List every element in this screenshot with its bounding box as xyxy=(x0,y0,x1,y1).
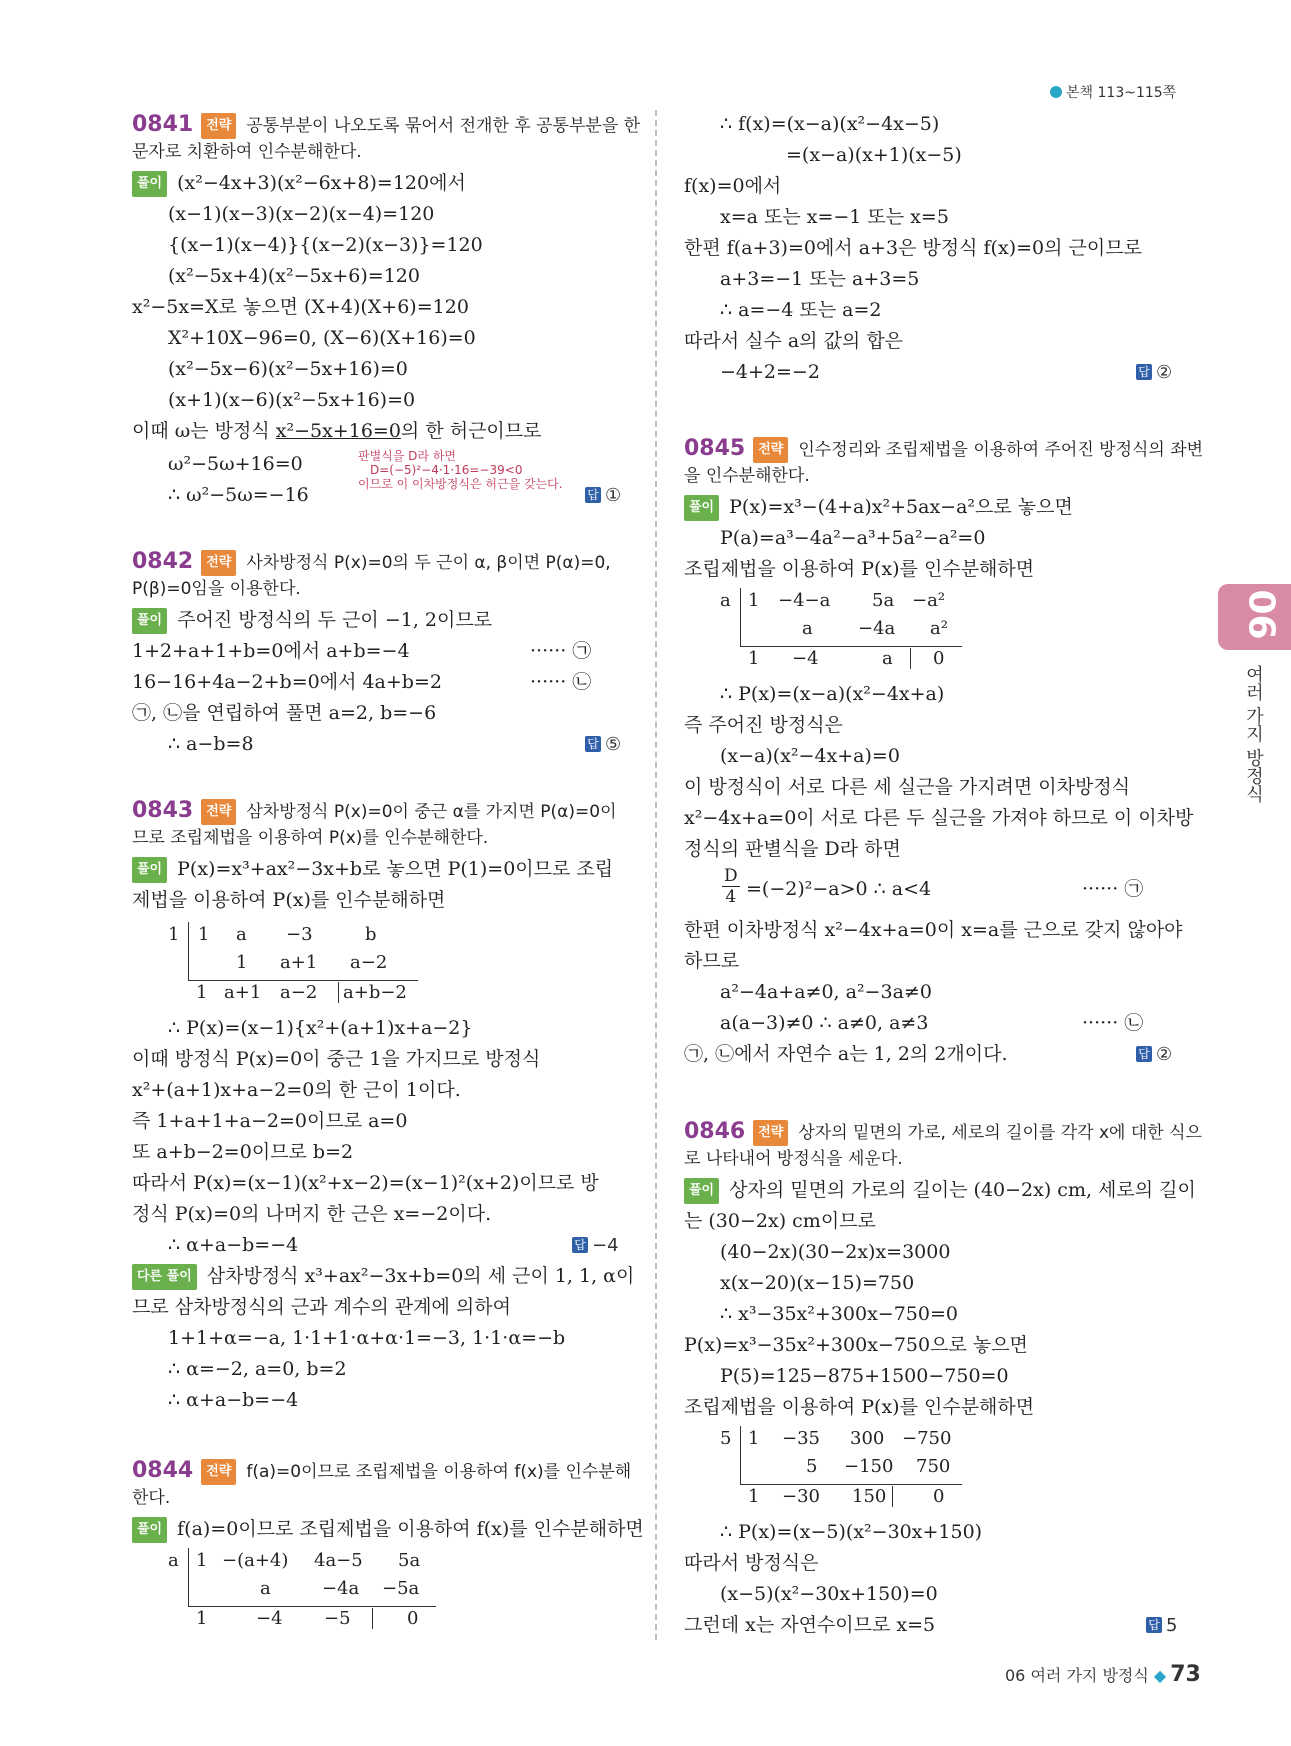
solution-line: (x−1)(x−3)(x−2)(x−4)=120 xyxy=(168,203,435,225)
solution-line: P(a)=a³−4a²−a³+5a²−a²=0 xyxy=(720,527,986,549)
reference-icon xyxy=(1050,86,1062,98)
solution-line: 이때 방정식 P(x)=0이 중근 1을 가지므로 방정식 xyxy=(132,1048,541,1070)
alt-solution-line: 다른 풀이 삼차방정식 x³+ax²−3x+b=0의 세 근이 1, 1, α이 xyxy=(132,1264,634,1290)
solution-line: 16−16+4a−2+b=0에서 4a+b=2 xyxy=(132,671,442,693)
solution-line: a²−4a+a≠0, a²−3a≠0 xyxy=(720,981,932,1003)
solution-line: 조립제법을 이용하여 P(x)를 인수분해하면 xyxy=(684,1396,1035,1418)
solution-line: 한편 f(a+3)=0에서 a+3은 방정식 f(x)=0의 근이므로 xyxy=(684,237,1142,259)
solution-line: =(x−a)(x+1)(x−5) xyxy=(786,144,962,166)
solution-line: x²−4x+a=0이 서로 다른 두 실근을 가져야 하므로 이 이차방 xyxy=(684,807,1194,829)
solution-line: 풀이 P(x)=x³+ax²−3x+b로 놓으면 P(1)=0이므로 조립 xyxy=(132,857,613,883)
solution-line: 이 방정식이 서로 다른 세 실근을 가지려면 이차방정식 xyxy=(684,776,1131,798)
solution-line: ∴ f(x)=(x−a)(x²−4x−5) xyxy=(720,113,940,135)
answer-0842: 답 ⑤ xyxy=(585,734,621,755)
solution-line: −4+2=−2 xyxy=(720,361,820,383)
marker: ······ ㉠ xyxy=(530,640,592,662)
marker: ······ ㉡ xyxy=(530,671,592,693)
solution-line: 그런데 x는 자연수이므로 x=5 xyxy=(684,1614,936,1636)
solution-line: ∴ P(x)=(x−a)(x²−4x+a) xyxy=(720,683,945,705)
answer-icon: 답 xyxy=(585,487,601,503)
solution-line: ∴ ω²−5ω=−16 xyxy=(168,484,309,506)
solution-line: (40−2x)(30−2x)x=3000 xyxy=(720,1241,951,1263)
answer-icon: 답 xyxy=(1146,1617,1162,1633)
solution-line: ∴ P(x)=(x−5)(x²−30x+150) xyxy=(720,1521,983,1543)
solution-line: 정식 P(x)=0의 나머지 한 근은 x=−2이다. xyxy=(132,1203,492,1225)
solution-line: ∴ P(x)=(x−1){x²+(a+1)x+a−2} xyxy=(168,1017,473,1039)
solution-line: x=a 또는 x=−1 또는 x=5 xyxy=(720,206,949,228)
chapter-side-title: 여러 가지 방정식 xyxy=(1243,665,1264,803)
solution-tag: 풀이 xyxy=(132,1517,167,1543)
answer-icon: 답 xyxy=(585,736,601,752)
diamond-icon: ◆ xyxy=(1153,1666,1167,1685)
solution-line: (x²−5x+4)(x²−5x+6)=120 xyxy=(168,265,420,287)
alt-solution-line: ∴ α+a−b=−4 xyxy=(168,1389,299,1411)
strategy-text: 로 나타내어 방정식을 세운다. xyxy=(684,1149,903,1169)
solution-line: (x²−5x−6)(x²−5x+16)=0 xyxy=(168,358,408,380)
solution-line: x²+(a+1)x+a−2=0의 한 근이 1이다. xyxy=(132,1079,461,1101)
solution-line: 정식의 판별식을 D라 하면 xyxy=(684,838,901,860)
solution-line: ∴ a=−4 또는 a=2 xyxy=(720,299,882,321)
solution-line: {(x−1)(x−4)}{(x−2)(x−3)}=120 xyxy=(168,234,483,256)
synthetic-division-0846: 5 1 −35 300 −750 5 −150 750 1 −30 150 0 xyxy=(712,1422,972,1508)
solution-line: 풀이 f(a)=0이므로 조립제법을 이용하여 f(x)를 인수분해하면 xyxy=(132,1517,644,1543)
solution-line: 풀이 P(x)=x³−(4+a)x²+5ax−a²으로 놓으면 xyxy=(684,495,1073,521)
solution-line: X²+10X−96=0, (X−6)(X+16)=0 xyxy=(168,327,476,349)
solution-line: 1+2+a+1+b=0에서 a+b=−4 xyxy=(132,640,410,662)
solution-line: f(x)=0에서 xyxy=(684,175,782,197)
solution-line: (x−5)(x²−30x+150)=0 xyxy=(720,1583,938,1605)
solution-line: ∴ a−b=8 xyxy=(168,733,254,755)
page-reference: 본책 113~115쪽 xyxy=(1050,82,1176,102)
solution-line: 한편 이차방정식 x²−4x+a=0이 x=a를 근으로 갖지 않아야 xyxy=(684,919,1183,941)
marker: ······ ㉠ xyxy=(1082,878,1144,900)
answer-icon: 답 xyxy=(572,1237,588,1253)
solution-line: ㉠, ㉡을 연립하여 풀면 a=2, b=−6 xyxy=(132,702,437,724)
strategy-text: 문자로 치환하여 인수분해한다. xyxy=(132,142,362,162)
synthetic-division-0843: 1 1 a −3 b 1 a+1 a−2 1 a+1 a−2 a+b−2 xyxy=(160,918,420,1004)
solution-line: 따라서 P(x)=(x−1)(x²+x−2)=(x−1)²(x+2)이므로 방 xyxy=(132,1172,599,1194)
solution-line: (x+1)(x−6)(x²−5x+16)=0 xyxy=(168,389,416,411)
solution-tag: 풀이 xyxy=(684,495,719,521)
solution-line: 따라서 방정식은 xyxy=(684,1552,819,1574)
synthetic-division-0844: a 1 −(a+4) 4a−5 5a a −4a −5a 1 −4 −5 0 xyxy=(160,1544,440,1630)
solution-line: x²−5x=X로 놓으면 (X+4)(X+6)=120 xyxy=(132,296,469,318)
strategy-text: 한다. xyxy=(132,1488,171,1508)
strategy-tag: 전략 xyxy=(201,799,236,825)
alt-solution-tag: 다른 풀이 xyxy=(132,1264,197,1290)
marker: ······ ㉡ xyxy=(1082,1012,1144,1034)
problem-0841-header: 0841 전략 공통부분이 나오도록 묶어서 전개한 후 공통부분을 한 xyxy=(132,112,641,137)
problem-0842-header: 0842 전략 사차방정식 P(x)=0의 두 근이 α, β이면 P(α)=0, xyxy=(132,549,611,574)
solution-tag: 풀이 xyxy=(132,857,167,883)
solution-line: ∴ α+a−b=−4 xyxy=(168,1234,299,1256)
solution-line: ㉠, ㉡에서 자연수 a는 1, 2의 2개이다. xyxy=(684,1043,1008,1065)
problem-0846-header: 0846 전략 상자의 밑면의 가로, 세로의 길이를 각각 x에 대한 식으 xyxy=(684,1119,1202,1144)
alt-solution-line: 1+1+α=−a, 1·1+1·α+α·1=−3, 1·1·α=−b xyxy=(168,1327,566,1349)
strategy-tag: 전략 xyxy=(753,1120,788,1146)
answer-0845: 답 ② xyxy=(1136,1044,1172,1065)
solution-line: 즉 1+a+1+a−2=0이므로 a=0 xyxy=(132,1110,408,1132)
solution-line: 제법을 이용하여 P(x)를 인수분해하면 xyxy=(132,889,446,911)
answer-icon: 답 xyxy=(1136,1046,1152,1062)
page-number: 73 xyxy=(1170,1662,1201,1687)
solution-line: ∴ x³−35x²+300x−750=0 xyxy=(720,1303,958,1325)
strategy-tag: 전략 xyxy=(201,550,236,576)
solution-line: 풀이 주어진 방정식의 두 근이 −1, 2이므로 xyxy=(132,608,492,634)
solution-line: P(5)=125−875+1500−750=0 xyxy=(720,1365,1009,1387)
solution-line: 또 a+b−2=0이므로 b=2 xyxy=(132,1141,354,1163)
problem-0843-header: 0843 전략 삼차방정식 P(x)=0이 중근 α를 가지면 P(α)=0이 xyxy=(132,798,617,823)
solution-line: 하므로 xyxy=(684,950,740,972)
strategy-tag: 전략 xyxy=(201,1459,236,1485)
strategy-text: 므로 조립제법을 이용하여 P(x)를 인수분해한다. xyxy=(132,828,489,848)
solution-line: 풀이 (x²−4x+3)(x²−6x+8)=120에서 xyxy=(132,171,466,197)
solution-line: ω²−5ω+16=0 xyxy=(168,453,303,475)
problem-0845-header: 0845 전략 인수정리와 조립제법을 이용하여 주어진 방정식의 좌변 xyxy=(684,436,1204,461)
strategy-tag: 전략 xyxy=(201,113,236,139)
solution-line: 는 (30−2x) cm이므로 xyxy=(684,1210,876,1232)
fraction-d-over-4: D 4 xyxy=(724,866,738,907)
solution-line: 조립제법을 이용하여 P(x)를 인수분해하면 xyxy=(684,558,1035,580)
answer-icon: 답 xyxy=(1136,364,1152,380)
solution-line: a(a−3)≠0 ∴ a≠0, a≠3 xyxy=(720,1012,929,1034)
strategy-tag: 전략 xyxy=(753,437,788,463)
answer-0841: 답 ① xyxy=(585,485,621,506)
solution-line: (x−a)(x²−4x+a)=0 xyxy=(720,745,900,767)
answer-0844: 답 ② xyxy=(1136,362,1172,383)
page-footer: 06 여러 가지 방정식 ◆ 73 xyxy=(1005,1662,1201,1687)
answer-0843: 답 −4 xyxy=(572,1235,619,1256)
synthetic-division-0845: a 1 −4−a 5a −a² a −4a a² 1 −4 a 0 xyxy=(712,584,972,670)
alt-solution-line: 므로 삼차방정식의 근과 계수의 관계에 의하여 xyxy=(132,1296,511,1318)
solution-line: 즉 주어진 방정식은 xyxy=(684,714,843,736)
chapter-tab: 06 xyxy=(1218,584,1291,650)
solution-tag: 풀이 xyxy=(132,171,167,197)
strategy-text: 을 인수분해한다. xyxy=(684,466,810,486)
column-divider xyxy=(655,110,657,1640)
solution-line: 따라서 실수 a의 값의 합은 xyxy=(684,330,904,352)
answer-0846: 답 5 xyxy=(1146,1615,1177,1636)
solution-line: x(x−20)(x−15)=750 xyxy=(720,1272,915,1294)
alt-solution-line: ∴ α=−2, a=0, b=2 xyxy=(168,1358,347,1380)
solution-line: a+3=−1 또는 a+3=5 xyxy=(720,268,920,290)
strategy-text: P(β)=0임을 이용한다. xyxy=(132,579,301,599)
solution-line: P(x)=x³−35x²+300x−750으로 놓으면 xyxy=(684,1334,1028,1356)
solution-line: =(−2)²−a>0 ∴ a<4 xyxy=(746,878,932,900)
solution-tag: 풀이 xyxy=(132,608,167,634)
solution-line: 풀이 상자의 밑면의 가로의 길이는 (40−2x) cm, 세로의 길이 xyxy=(684,1178,1196,1204)
solution-line: 이때 ω는 방정식 x²−5x+16=0의 한 허근이므로 xyxy=(132,420,542,442)
side-note: 판별식을 D라 하면 D=(−5)²−4·1·16=−39<0 이므로 이 이차방정식은 허근을 갖는다. xyxy=(358,449,563,491)
solution-tag: 풀이 xyxy=(684,1178,719,1204)
problem-0844-header: 0844 전략 f(a)=0이므로 조립제법을 이용하여 f(x)를 인수분해 xyxy=(132,1458,632,1483)
